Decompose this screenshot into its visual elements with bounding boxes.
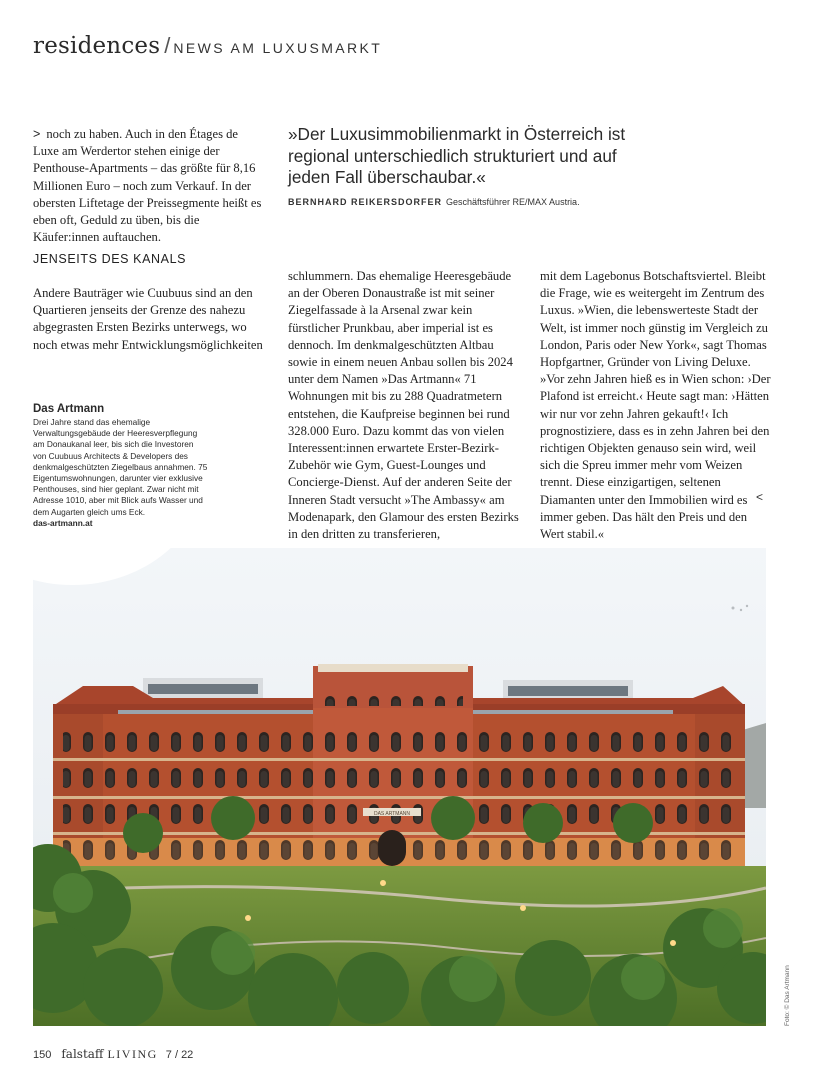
pull-quote: »Der Luxusimmobilienmarkt in Österreich ist regional unterschiedlich strukturiert und auf jeden Fall überschaubar.« [288, 124, 626, 187]
page-header [33, 33, 382, 59]
facade-sign: DAS ARTMANN [373, 811, 411, 817]
caption-link[interactable]: das-artmann.at [33, 517, 93, 528]
photo-credit: Foto: © Das Artmann [784, 965, 791, 1026]
issue-number: 7 / 22 [165, 1049, 194, 1061]
column1-paragraph1-text: noch zu haben. Auch in den Étages de Luxe am Werdertor stehen einige der Penthouse-Apartments – das größte für 8,16 Millionen Euro – noch zum Verkauf. In der obersten Liftetage der Preissegmente heißt es eben oft, Geduld zu üben, bis die Käufer:innen auftauchen. [33, 127, 262, 245]
quote-attribution [288, 197, 580, 207]
quote-author: BERNHARD REIKERSDORFER [288, 197, 443, 207]
photo-caption [33, 403, 208, 529]
section-brand: residences [33, 33, 161, 59]
column1-paragraph2: Andere Bauträger wie Cuubuus sind an den Quartieren jenseits der Grenze des nahezu abgegrasten Ersten Bezirks unterwegs, wo noch etwas mehr Entwicklungsmöglichkeiten [33, 286, 263, 352]
column2-text: schlummern. Das ehemalige Heeresgebäude an der Oberen Donaustraße ist mit seiner Ziegelfassade à la Arsenal zwar kein fürstlicher Prunkbau, aber imperial ist es dennoch. Im denkmalgeschützten Altbau sowie in einem neuen Anbau sollen bis 2024 unter dem Namen »Das Artmann« 71 Wohnungen mit bis zu 288 Quadratmetern entstehen, die Kaufpreise beginnen bei rund 328.000 Euro. Dazu kommt das von vielen Interessent:innen erwartete Erster-Bezirk-Zubehör wie Gym, Guest-Lounges und Concierge-Dienst. Auf der anderen Seite der Inneren Stadt versucht »The Ambassy« am Modenapark, den Glamour des ersten Bezirks in den dritten zu transferieren, [288, 269, 519, 542]
continuation-arrow: > [33, 127, 41, 141]
caption-title: Das Artmann [33, 403, 105, 415]
header-slash: / [164, 33, 171, 58]
building-illustration [33, 548, 766, 1026]
subheading: JENSEITS DES KANALS [33, 252, 187, 266]
quote-role: Geschäftsführer RE/MAX Austria. [446, 197, 580, 207]
magazine-name: falstaff [61, 1047, 104, 1061]
column3-text: mit dem Lagebonus Botschaftsviertel. Bleibt die Frage, wie es weitergeht im Zentrum des Luxus. »Wien, die lebenswerteste Stadt der Welt, ist immer noch günstig im Vergleich zu London, Paris oder New York«, sagt Thomas Hopfgartner, Gründer von Living Deluxe. »Vor zehn Jahren hieß es in Wien schon: ›Der Plafond ist erreicht.‹ Heute sagt man: ›Hätten wir nur vor zehn Jahren gekauft!‹ Ich prognostiziere, dass es in zehn Jahren bei den richtigen Objekten genauso sein wird, weil sich die Spreu immer mehr vom Weizen trennt. Diese einzigartigen, seltenen Diamanten unter den Immobilien wird es immer geben. Das hält den Preis und den Wert stabil.« [540, 269, 771, 542]
building-photo [33, 548, 766, 1026]
page-footer [33, 1047, 193, 1062]
article-end-mark: < [756, 490, 764, 504]
magazine-edition: LIVING [107, 1047, 158, 1061]
page-number: 150 [33, 1049, 52, 1061]
section-title: NEWS AM LUXUSMARKT [173, 40, 383, 56]
caption-text: Drei Jahre stand das ehemalige Verwaltungsgebäude der Heeresverpflegung am Donaukanal leer, bis sich die Investoren von Cuubuus Architects & Developers des denkmalgeschützten Ziegelbaus annahmen. 75 Eigentumswohnungen, darunter vier exklusive Penthouses, sind hier geplant. Zwar nicht mit Adresse 1010, aber mit Blick aufs Wasser und dem Augarten gleich ums Eck. [33, 417, 208, 517]
column1-paragraph1 [33, 126, 263, 246]
